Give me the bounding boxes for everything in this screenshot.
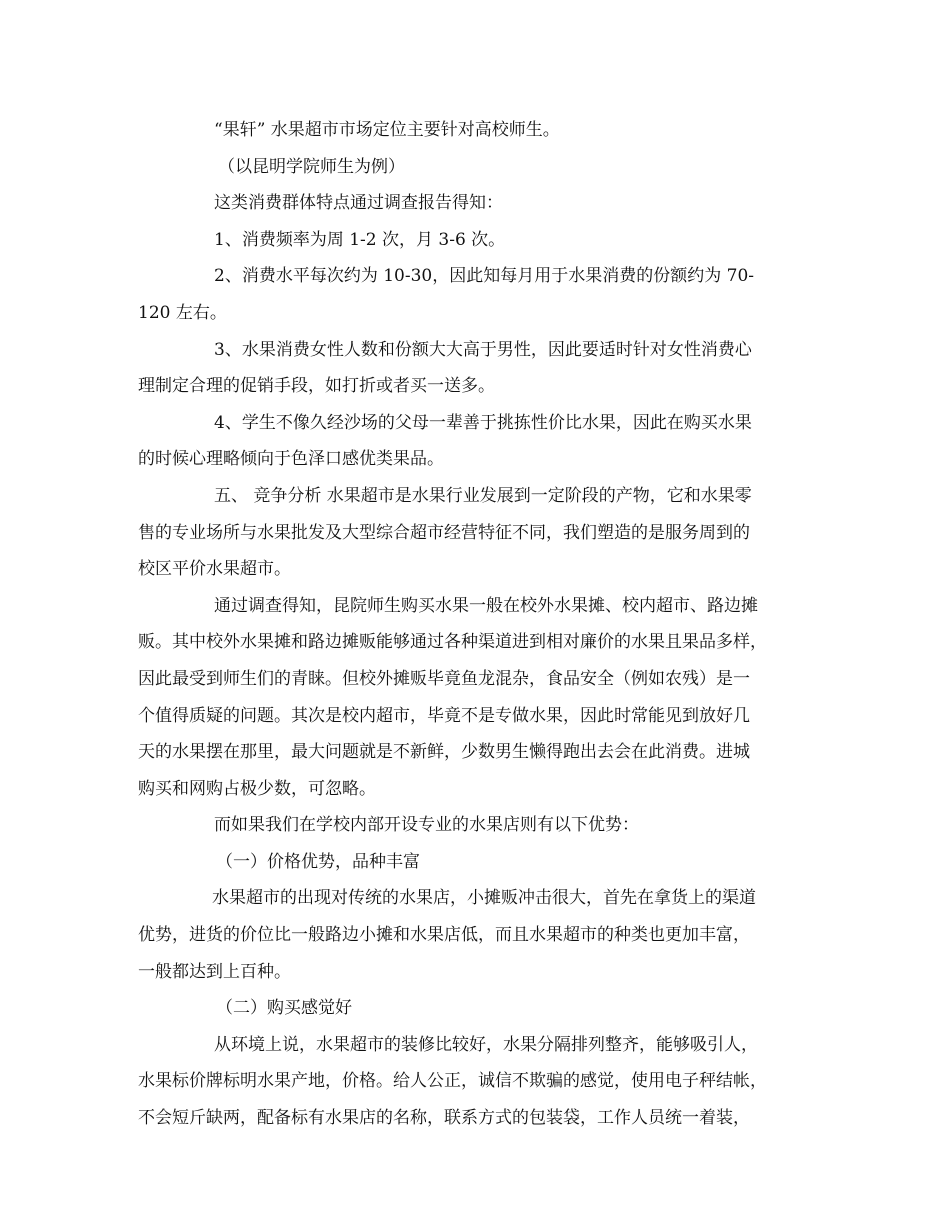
text-line: 从环境上说，水果超市的装修比较好，水果分隔排列整齐，能够吸引人， bbox=[214, 1034, 758, 1055]
text-line: 理制定合理的促销手段，如打折或者买一送多。 bbox=[138, 376, 495, 397]
text-line: 因此最受到师生们的青睐。但校外摊贩毕竟鱼龙混杂，食品安全（例如农残）是一 bbox=[138, 668, 750, 689]
text-line: 不会短斤缺两，配备标有水果店的名称，联系方式的包装袋，工作人员统一着装， bbox=[138, 1108, 750, 1129]
text-line: 120 左右。 bbox=[138, 302, 227, 323]
text-line: 一般都达到上百种。 bbox=[138, 961, 291, 982]
text-line: “果轩” 水果超市市场定位主要针对高校师生。 bbox=[214, 120, 560, 140]
text-line: 个值得质疑的问题。其次是校内超市，毕竟不是专做水果，因此时常能见到放好几 bbox=[138, 705, 750, 726]
text-line: 优势，进货的价位比一般路边小摊和水果店低，而且水果超市的种类也更加丰富， bbox=[138, 925, 750, 946]
text-line: 校区平价水果超市。 bbox=[138, 559, 291, 580]
text-line: 购买和网购占极少数，可忽略。 bbox=[138, 778, 376, 799]
subsection-title: （一）价格优势，品种丰富 bbox=[216, 851, 420, 872]
document-body bbox=[138, 112, 818, 1137]
text-line: 2、消费水平每次约为 10-30，因此知每月用于水果消费的份额约为 70- bbox=[214, 266, 755, 287]
subsection-title: （二）购买感觉好 bbox=[216, 998, 352, 1019]
text-line: 水果超市的出现对传统的水果店，小摊贩冲击很大，首先在拿货上的渠道 bbox=[212, 888, 756, 909]
text-line: 通过调查得知，昆院师生购买水果一般在校外水果摊、校内超市、路边摊 bbox=[214, 595, 758, 616]
text-line: 3、水果消费女性人数和份额大大高于男性，因此要适时针对女性消费心 bbox=[214, 339, 752, 360]
text-line: 1、消费频率为周 1-2 次，月 3-6 次。 bbox=[214, 229, 506, 250]
text-line: 这类消费群体特点通过调查报告得知： bbox=[214, 193, 503, 214]
text-line: 天的水果摆在那里，最大问题就是不新鲜，少数男生懒得跑出去会在此消费。进城 bbox=[138, 742, 750, 763]
text-line: 4、学生不像久经沙场的父母一辈善于挑拣性价比水果，因此在购买水果 bbox=[214, 412, 752, 433]
section-heading-line: 五、 竞争分析 水果超市是水果行业发展到一定阶段的产物，它和水果零 bbox=[214, 485, 752, 506]
text-line: 贩。其中校外水果摊和路边摊贩能够通过各种渠道进到相对廉价的水果且果品多样， bbox=[138, 632, 767, 653]
text-line: （以昆明学院师生为例） bbox=[218, 156, 405, 177]
text-line: 而如果我们在学校内部开设专业的水果店则有以下优势： bbox=[214, 815, 639, 836]
text-line: 售的专业场所与水果批发及大型综合超市经营特征不同，我们塑造的是服务周到的 bbox=[138, 522, 750, 543]
text-line: 的时候心理略倾向于色泽口感优类果品。 bbox=[138, 449, 444, 470]
text-line: 水果标价牌标明水果产地，价格。给人公正，诚信不欺骗的感觉，使用电子秤结帐， bbox=[138, 1071, 767, 1092]
